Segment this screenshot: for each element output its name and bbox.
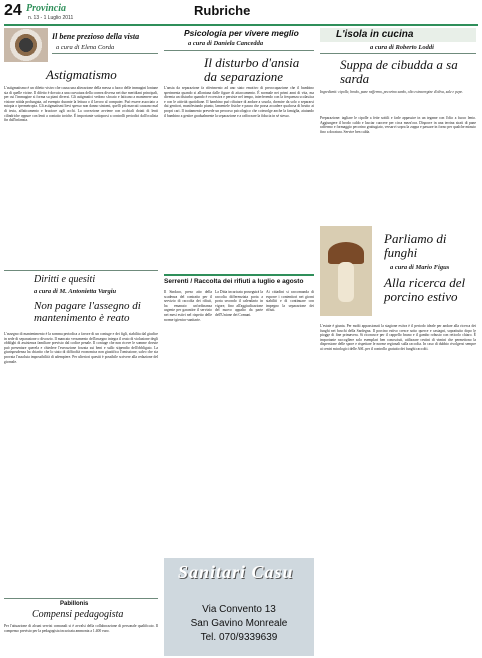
funghi-subtitle: Alla ricerca del porcino estivo: [384, 275, 466, 304]
psicologia-category: Psicologia per vivere meglio: [184, 28, 299, 38]
pabillonis-title: Compensi pedagogista: [32, 609, 124, 620]
ad-address: Via Convento 13: [202, 604, 276, 615]
serrenti-col-c: Ai cittadini si raccomanda di esporre i contenitori nei giorni stabiliti e di continuare con impegno la separazione dei rifiuti.: [266, 290, 314, 313]
serrenti-col-b: La Ditta incaricata proseguirà la raccolta differenziata porta a porta secondo il calendario in vigore, fino all'aggiudicazione del nuovo appalto da parte dell'Unione dei Comuni.: [215, 290, 263, 317]
column-2: [164, 28, 316, 656]
astigmatismo-body: L'astigmatismo è un difetto visivo che causa una alterazione della messa a fuoco delle immagini lontane sia di quelle vicine. Il difetto è dovuto a una curvatura della cornea diversa nei due meridiani principali, per cui l'immagine si forma su piani diversi. Gli astigmatici vedono sfocato e faticano a mantenere una visione nitida prolungata, ad esempio durante la lettura o il lavoro al computer. Può essere associato a miopia o ipermetropia. Gli astigmatismi lievi spesso non danno sintomi, quelli più marcati causano mal di testa, affaticamento e bruciore agli occhi. La correzione avviene con occhiali dotati di lenti cilindriche oppure con lenti a contatto toriche. È importante sottoporsi a controlli periodici dall'oculista fin dall'infanzia.: [4, 86, 158, 123]
funghi-author: a cura di Mario Figus: [390, 264, 450, 271]
ad-phone: Tel. 070/9339639: [200, 632, 278, 643]
isola-title: Suppa de cibudda a sa sarda: [340, 57, 458, 86]
diritti-title: Diritti e quesiti: [34, 274, 96, 285]
ad-city: San Gavino Monreale: [190, 618, 288, 629]
column-3: [320, 28, 478, 656]
mushroom-image: [320, 226, 372, 316]
isola-author: a cura di Roberto Loddi: [370, 44, 434, 51]
assegno-body: L'assegno di mantenimento è la somma periodica a favore di un coniuge e dei figli, stabilita dal giudice in sede di separazione o divorzio. Il mancato versamento dell'assegno integra il reato di violazione degli obblighi di assistenza familiare previsto dal codice penale. Il coniuge che non riceve le somme dovute può presentare querela e chiedere l'esecuzione forzata sui beni e sullo stipendio dell'obbligato. La giurisprudenza ha chiarito che lo stato di difficoltà economica non giustifica l'omissione, salvo che sia provata l'assoluta impossibilità di adempiere. Per ulteriori quesiti è possibile scrivere alla redazione del giornale.: [4, 332, 158, 364]
page-number: 24: [4, 2, 22, 19]
isola-ingredients: Ingredienti: cipolle, brodo, pane raffermo, pecorino sardo, olio extravergine d'oliva, sale e pepe.: [320, 90, 463, 94]
psicologia-body: L'ansia da separazione fa riferimento ad uno stato emotivo di preoccupazione che il bambino sperimenta quando si allontana dalle figure di attaccamento. È normale nei primi anni di vita, ma diventa un disturbo quando è eccessiva e persiste nel tempo, interferendo con la frequenza scolastica e con le attività quotidiane. Il bambino può rifiutare di andare a scuola, dormire da solo o separarsi dai genitori, manifestando pianto, lamentele fisiche e paura che possa accadere qualcosa di brutto ai propri cari. Il trattamento prevede un percorso psicologico che coinvolge anche la famiglia, aiutando il bambino a gestire gradualmente la separazione e a rafforzare la fiducia in sé stesso.: [164, 86, 314, 118]
psicologia-title: Il disturbo d'ansia da separazione: [204, 55, 300, 84]
rule: [164, 50, 314, 51]
isola-category: L'isola in cucina: [336, 29, 414, 40]
eye-image: [4, 28, 48, 62]
rule: [52, 53, 158, 54]
funghi-title: Parliamo di funghi: [384, 231, 447, 260]
ad-banner: [164, 558, 314, 656]
rule: [320, 53, 476, 54]
rule: [4, 270, 158, 271]
issue-line: n. 13 - 1 Luglio 2011: [28, 15, 74, 21]
mushroom-stem: [338, 262, 354, 302]
ben-pensare-author: a cura di Elena Corda: [56, 44, 115, 51]
section-title: Rubriche: [194, 3, 251, 18]
funghi-body: L'estate è giunta. Per molti appassionati la stagione estiva è il periodo ideale per andare alla ricerca dei funghi nei boschi della Sardegna. Il porcino estivo cresce sotto querce e castagni, soprattutto dopo le piogge di fine primavera. Si riconosce per il cappello bruno e il gambo robusto con reticolo chiaro. È importante raccogliere solo esemplari ben conosciuti, utilizzare cestini di vimini che permettono la dispersione delle spore e rispettare le norme regionali sulla raccolta. In caso di dubbio rivolgersi sempre ai centri micologici delle ASL per il controllo gratuito dei funghi raccolti.: [320, 324, 476, 351]
rule: [4, 598, 158, 599]
astigmatismo-title: Astigmatismo: [46, 67, 117, 82]
rule: [164, 274, 314, 276]
diritti-author: a cura di M. Antonietta Vargiu: [34, 288, 117, 295]
serrenti-col-a: Il Sindaco, preso atto della scadenza del contratto per il servizio di raccolta dei rifiuti, ha emanato un'ordinanza urgente per garantire il servizio nei mesi estivi nel rispetto delle norme igienico-sanitarie.: [164, 290, 212, 322]
column-1: [4, 28, 160, 656]
isola-body: Preparazione: tagliare le cipolle a fette sottili e farle appassire in un tegame con l'olio a fuoco lento. Aggiungere il brodo caldo e lasciar cuocere per circa mezz'ora. Disporre in una terrina strati di pane raffermo e formaggio pecorino grattugiato, versarvi sopra la zuppa e passare in forno per qualche minuto fino a doratura. Servire ben calda.: [320, 116, 476, 134]
serrenti-title: Serrenti / Raccolta dei rifiuti a luglio e agosto: [164, 278, 304, 285]
psicologia-author: a cura di Daniela Cancedda: [188, 40, 264, 47]
logo: Provincia: [26, 3, 66, 14]
pabillonis-label: Pabillonis: [60, 601, 89, 607]
ben-pensare-title: Il bene prezioso della vista: [52, 32, 140, 41]
header-rule: [4, 24, 478, 26]
pabillonis-body: Per l'attuazione di alcuni servizi comunali si è avvalsi della collaborazione di personale qualificato. Il compenso previsto per la pedagogista incaricata ammonta a 1.400 euro.: [4, 624, 158, 633]
page-header: [4, 2, 478, 24]
mushroom-cap: [328, 242, 364, 264]
ad-name: Sanitari Casu: [178, 562, 294, 582]
assegno-title: Non pagare l'assegno di mantenimento è reato: [34, 300, 141, 324]
